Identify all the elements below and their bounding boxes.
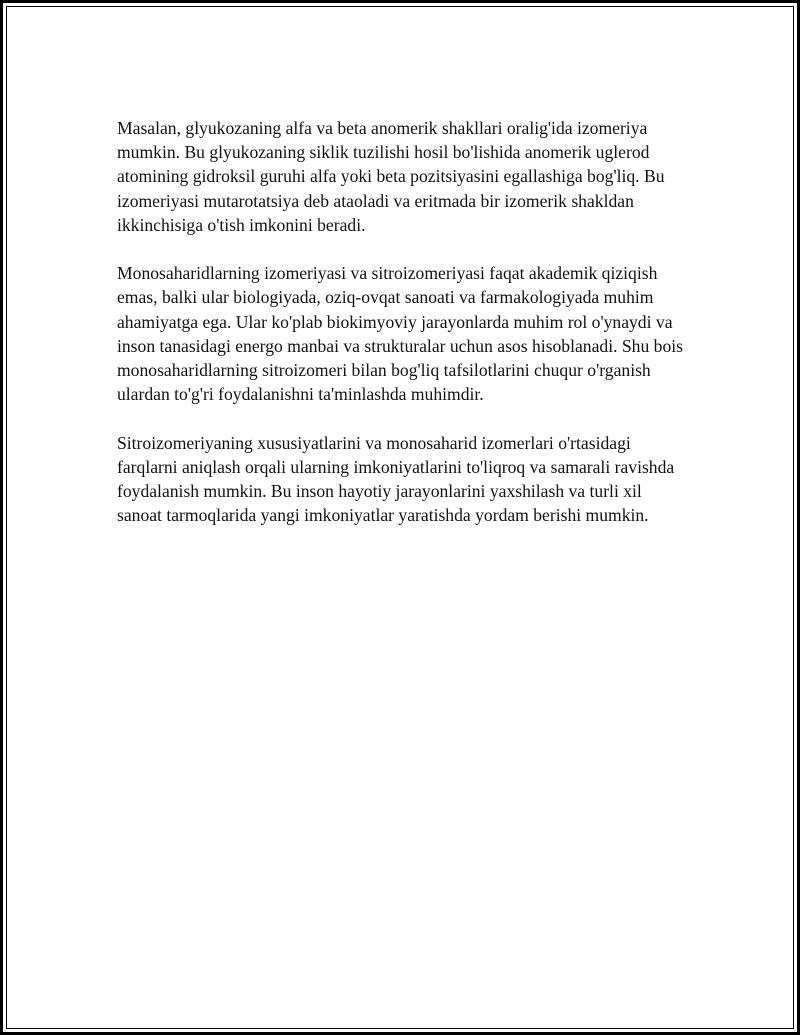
- paragraph-conclusion: Sitroizomeriyaning xususiyatlarini va monosaharid izomerlari o'rtasidagi farqlarni aniqlash orqali ularning imkoniyatlarini to'liqroq va samarali ravishda foydalanish mumkin. Bu inson hayotiy jarayonlarini yaxshilash va turli xil sanoat tarmoqlarida yangi imkoniyatlar yaratishda yordam berishi mumkin.: [117, 432, 675, 526]
- paragraph-importance: Monosaharidlarning izomeriyasi va sitroizomeriyasi faqat akademik qiziqish emas, balki ular biologiyada, oziq-ovqat sanoati va farmakologiyada muhim ahamiyatga ega. Ular ko'plab biokimyoviy jarayonlarda muhim rol o'ynaydi va inson tanasidagi energo manbai va strukturalar uchun asos hisoblanadi. Shu bois monosaharidlarning sitroizomeri bilan bog'liq tafsilotlarini chuqur o'rganish ulardan to'g'ri foydalanishni ta'minlashda muhimdir.: [117, 263, 683, 405]
- paragraph-anomeric-isomerism: Masalan, glyukozaning alfa va beta anomerik shakllari oralig'ida izomeriya mumkin. Bu glyukozaning siklik tuzilishi hosil bo'lishida anomerik uglerod atomining gidroksil guruhi alfa yoki beta pozitsiyasini egallashiga bog'liq. Bu izomeriyasi mutarotatsiya deb ataoladi va eritmada bir izomerik shakldan ikkinchisiga o'tish imkonini beradi.: [117, 118, 665, 235]
- document-body: [117, 116, 687, 552]
